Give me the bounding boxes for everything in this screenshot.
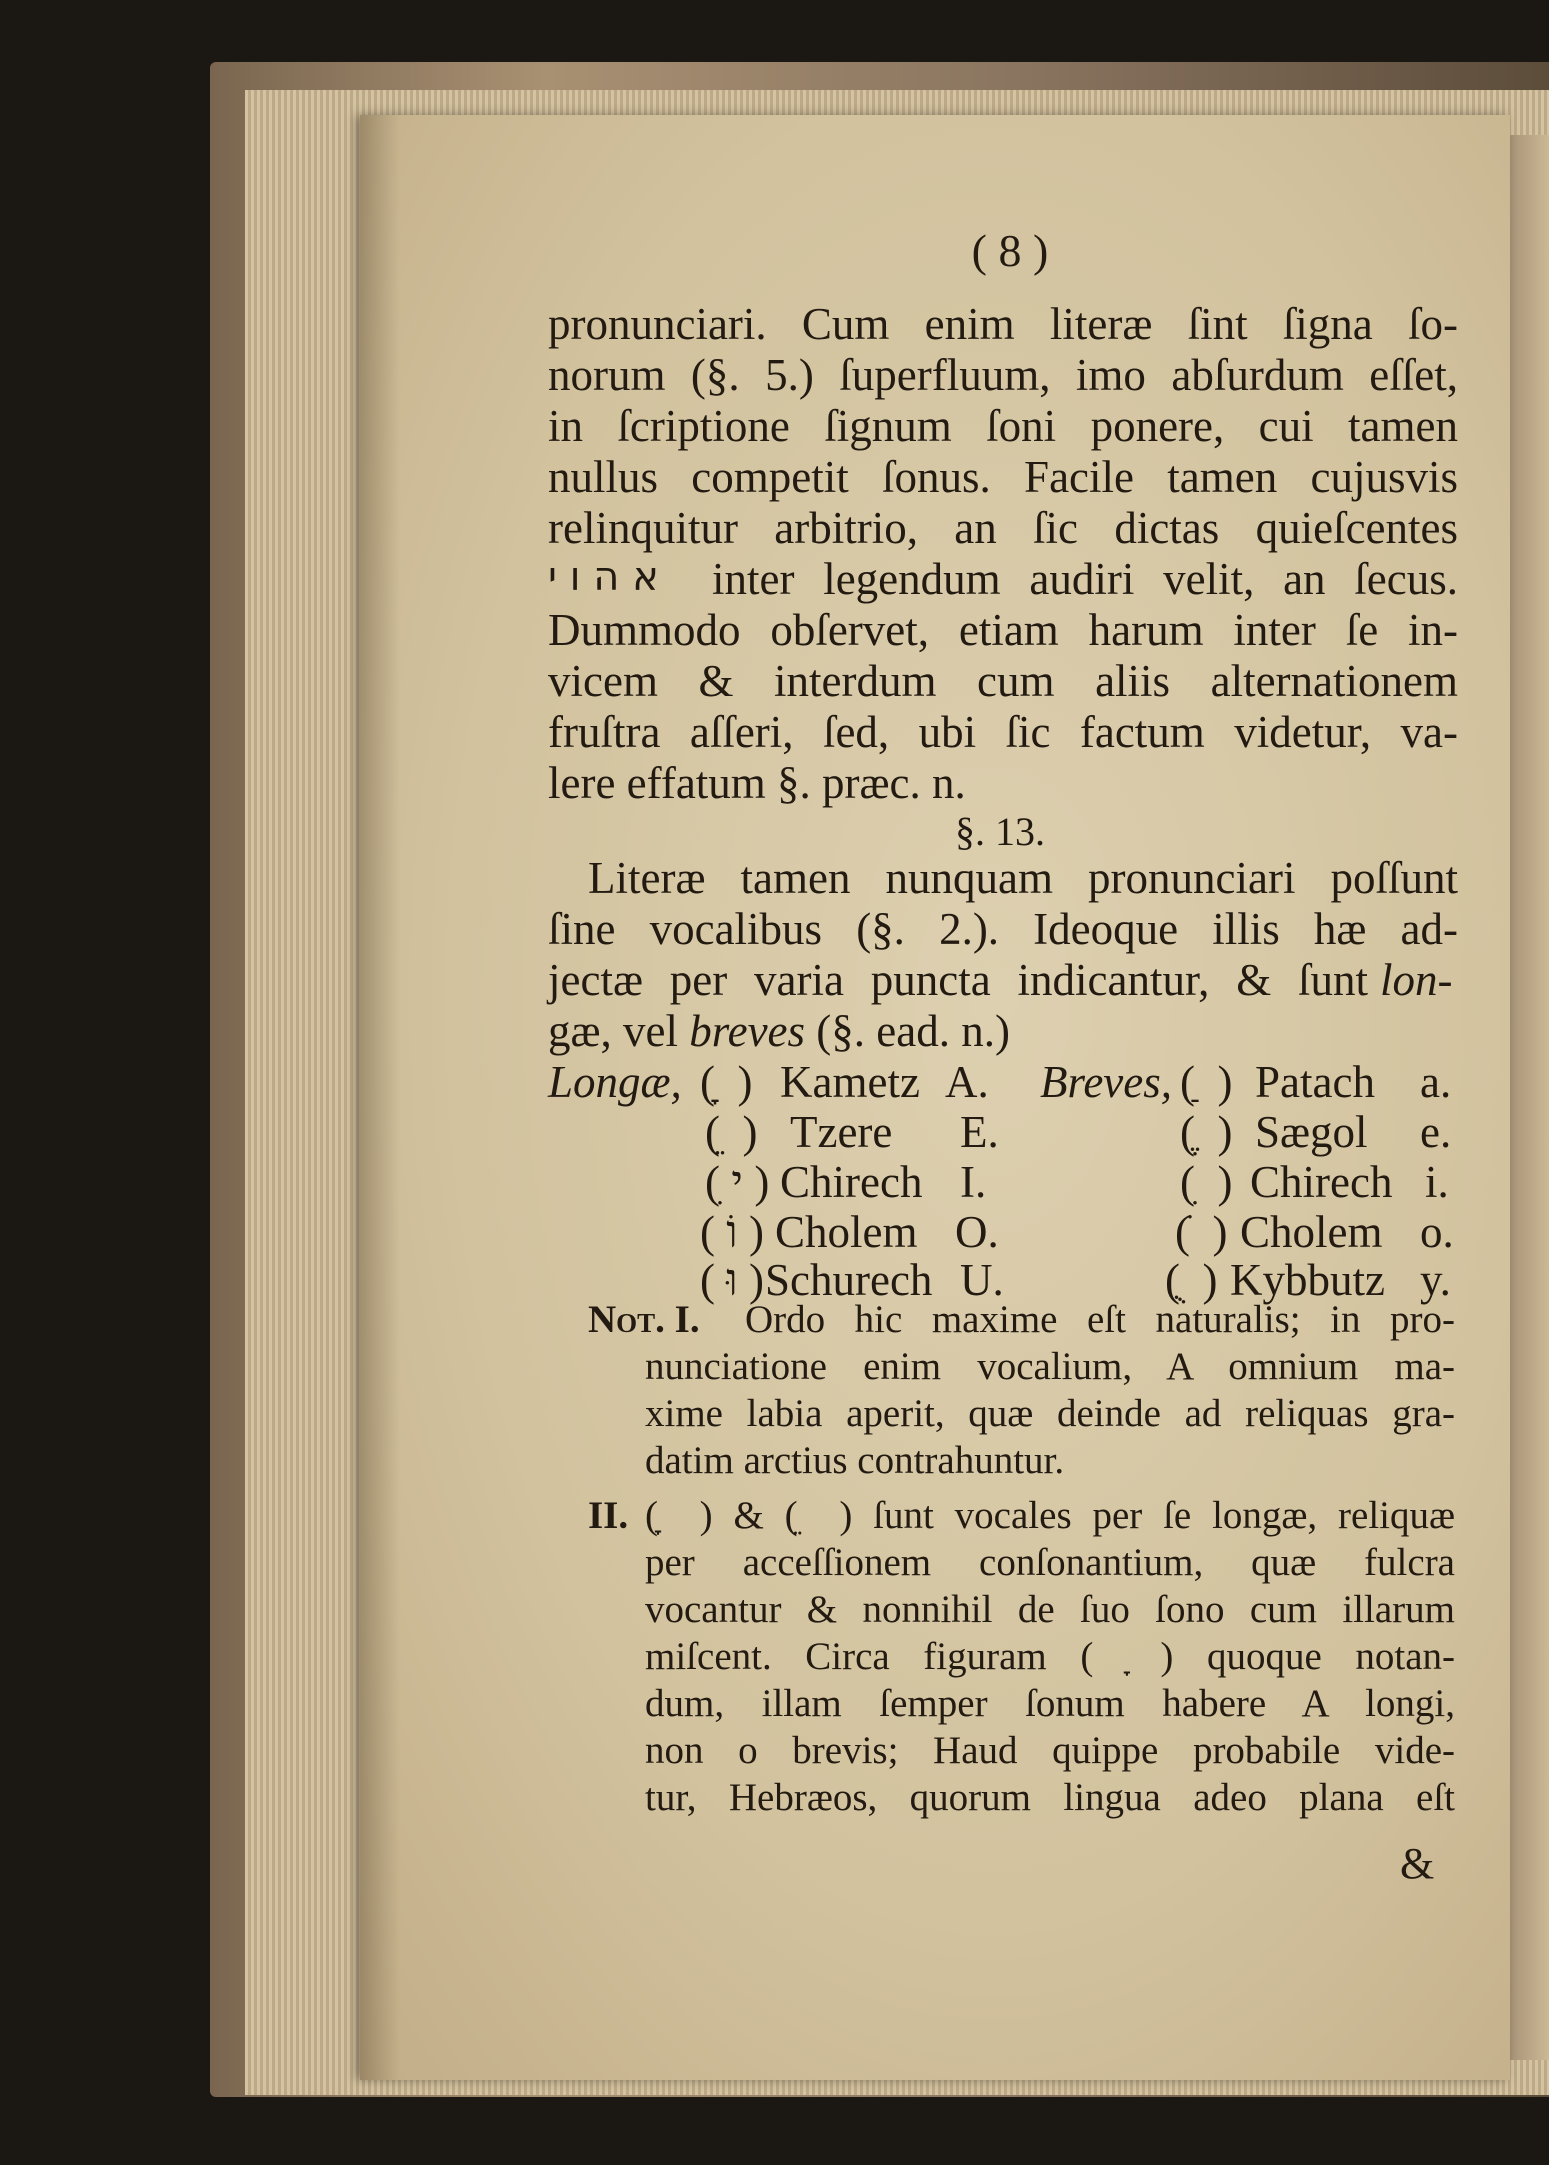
- text-line: lere effatum §. præc. n.: [548, 758, 966, 808]
- note-label: Not. I.: [588, 1298, 700, 1341]
- vowel-name: Cholem: [1240, 1207, 1383, 1257]
- vowel-name: Tzere: [790, 1107, 893, 1157]
- vowel-letter: O.: [955, 1207, 999, 1257]
- hebrew-letters: א ה ו י: [548, 554, 659, 600]
- vowel-name: Patach: [1255, 1057, 1375, 1107]
- catchword: &: [1400, 1839, 1435, 1888]
- vowel-name: Chirech: [1250, 1157, 1393, 1207]
- text-fragment: gæ, vel: [548, 1006, 678, 1056]
- text-line: nullus competit ſonus. Facile tamen cujusvis: [548, 452, 1458, 502]
- text-line: in ſcriptione ſignum ſoni ponere, cui tamen: [548, 401, 1458, 451]
- vowel-name: Cholem: [775, 1207, 918, 1257]
- vowel-letter: y.: [1420, 1255, 1451, 1305]
- vowel-sign: ( וֹ ): [700, 1207, 765, 1257]
- italic-word-breves: breves: [689, 1006, 806, 1056]
- vowel-sign: ( ָ ): [700, 1057, 753, 1107]
- vowel-sign: ( ִ ): [1180, 1157, 1233, 1207]
- note-line: non o brevis; Haud quippe probabile vide-: [645, 1729, 1455, 1772]
- text-line: fruſtra aſſeri, ſed, ubi ſic factum videtur, va-: [548, 707, 1458, 757]
- vowel-letter: a.: [1420, 1057, 1452, 1107]
- vowel-name: Kametz: [780, 1057, 920, 1107]
- page-number-header: ( 8 ): [971, 225, 1049, 276]
- vowel-sign: ( ֶ ): [1180, 1107, 1233, 1157]
- vowel-letter: E.: [960, 1107, 999, 1157]
- text-line: pronunciari. Cum enim literæ ſint ſigna ſo-: [548, 299, 1458, 349]
- text-line: vicem & interdum cum aliis alternationem: [548, 656, 1458, 706]
- vowel-sign: ( וּ ): [700, 1255, 765, 1305]
- vowel-name: Chirech: [780, 1157, 923, 1207]
- text-line: Literæ tamen nunquam pronunciari poſſunt: [588, 853, 1458, 903]
- vowel-sign: ( ַ ): [1180, 1057, 1233, 1107]
- vowel-letter: i.: [1425, 1157, 1449, 1207]
- note-line: datim arctius contrahuntur.: [645, 1439, 1065, 1482]
- vowel-name: Sægol: [1255, 1107, 1368, 1157]
- vowel-name: Schurech: [765, 1255, 933, 1305]
- note-line: miſcent. Circa figuram ( ָ ) quoque notan-: [645, 1635, 1455, 1678]
- text-line: Dummodo obſervet, etiam harum inter ſe in-: [548, 605, 1458, 655]
- text-line: inter legendum audiri velit, an ſecus.: [712, 554, 1458, 604]
- note-line: nunciatione enim vocalium, A omnium ma-: [645, 1345, 1455, 1388]
- text-line: relinquitur arbitrio, an ſic dictas quieſcentes: [548, 503, 1458, 553]
- note-line: tur, Hebræos, quorum lingua adeo plana eſt: [645, 1776, 1455, 1819]
- text-line: jectæ per varia puncta indicantur, & ſunt: [548, 955, 1368, 1005]
- text-line: ſine vocalibus (§. 2.). Ideoque illis hæ ad-: [548, 904, 1458, 954]
- vowel-sign: ( ִי ): [705, 1157, 770, 1207]
- note-label: II.: [588, 1494, 629, 1537]
- text-line: norum (§. 5.) ſuperfluum, imo abſurdum eſſet,: [548, 350, 1458, 400]
- note-line: per acceſſionem conſonantium, quæ fulcra: [645, 1541, 1455, 1584]
- note-line: xime labia aperit, quæ deinde ad reliquas gra-: [645, 1392, 1455, 1435]
- vowel-sign: ( ֹ ): [1175, 1207, 1228, 1257]
- text-line: [548, 1006, 1010, 1056]
- vowel-letter: e.: [1420, 1107, 1452, 1157]
- italic-word-longae: lon-: [1380, 955, 1453, 1005]
- section-heading: §. 13.: [955, 809, 1045, 854]
- next-page-edge: [1510, 135, 1549, 2060]
- page-gutter-shadow: [360, 115, 400, 2080]
- vowel-letter: A.: [945, 1057, 989, 1107]
- breves-label: Breves,: [1040, 1057, 1173, 1107]
- note-line: Ordo hic maxime eſt naturalis; in pro-: [745, 1298, 1455, 1341]
- note-line: vocantur & nonnihil de ſuo ſono cum illarum: [645, 1588, 1455, 1631]
- vowel-letter: o.: [1420, 1207, 1454, 1257]
- text-fragment: (§. ead. n.): [816, 1006, 1010, 1056]
- note-line: ( ָ ) & ( ֵ ) ſunt vocales per ſe longæ, reliquæ: [645, 1494, 1455, 1537]
- vowel-letter: U.: [960, 1255, 1004, 1305]
- vowel-name: Kybbutz: [1230, 1255, 1385, 1305]
- note-line: dum, illam ſemper ſonum habere A longi,: [645, 1682, 1455, 1725]
- vowel-sign: ( ֵ ): [705, 1107, 758, 1157]
- longae-label: Longæ,: [548, 1057, 682, 1107]
- vowel-sign: ( ֻ ): [1165, 1255, 1218, 1305]
- vowel-letter: I.: [960, 1157, 987, 1207]
